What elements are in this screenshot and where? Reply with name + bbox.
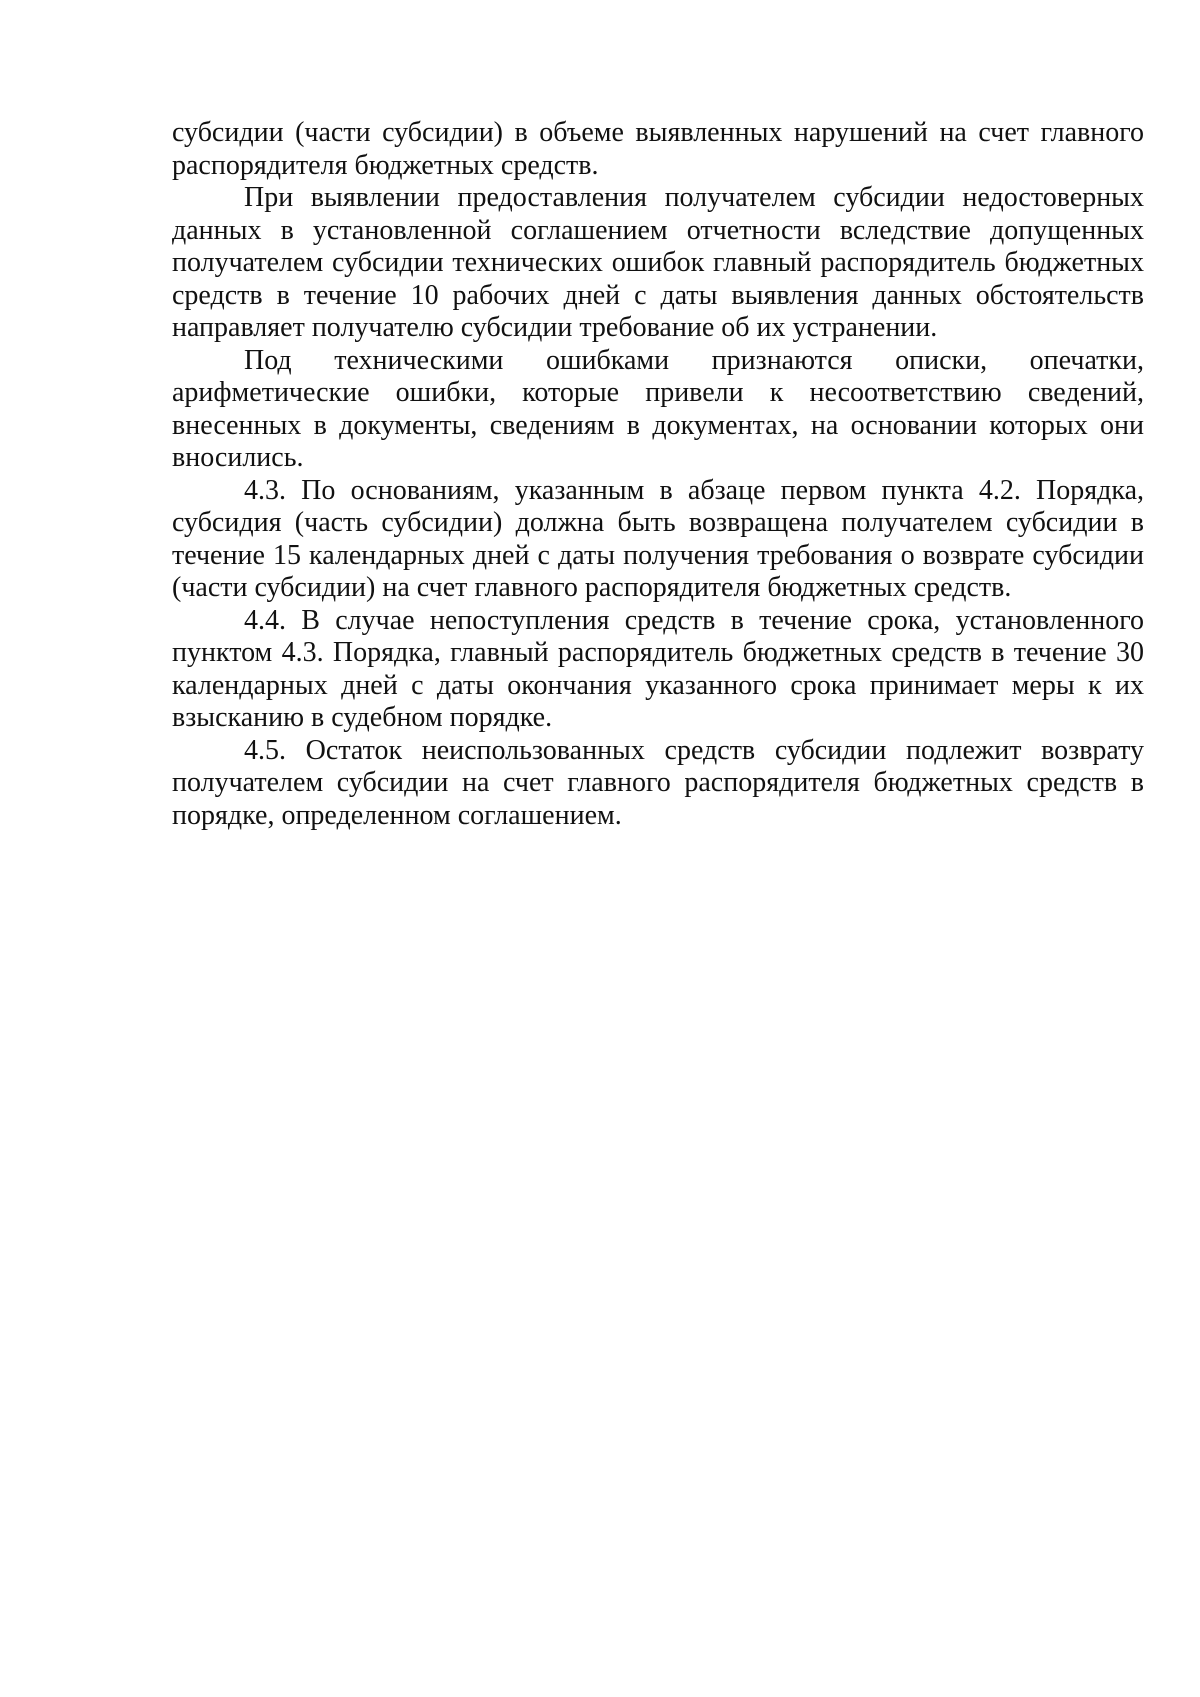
document-page [172, 117, 1144, 832]
paragraph-clause-4-5: 4.5. Остаток неиспользованных средств субсидии подлежит возврату получателем субсидии на счет главного распорядителя бюджетных средств в порядке, определенном соглашением. [172, 734, 1144, 831]
paragraph-unreliable-data: При выявлении предоставления получателем субсидии недостоверных данных в установленной соглашением отчетности вследствие допущенных получателем субсидии технических ошибок главный распорядитель бюджетных средств в течение 10 рабочих дней с даты выявления данных обстоятельств направляет получателю субсидии требование об их устранении. [172, 182, 1144, 343]
paragraph-subsidy-return-continuation: субсидии (части субсидии) в объеме выявленных нарушений на счет главного распорядителя бюджетных средств. [172, 117, 1144, 181]
paragraph-clause-4-4: 4.4. В случае непоступления средств в течение срока, установленного пунктом 4.3. Порядка, главный распорядитель бюджетных средств в течение 30 календарных дней с даты окончания указанного срока принимает меры к их взысканию в судебном порядке. [172, 604, 1144, 733]
paragraph-technical-errors-definition: Под техническими ошибками признаются описки, опечатки, арифметические ошибки, которые привели к несоответствию сведений, внесенных в документы, сведениям в документах, на основании которых они вносились. [172, 344, 1144, 473]
paragraph-clause-4-3: 4.3. По основаниям, указанным в абзаце первом пункта 4.2. Порядка, субсидия (часть субсидии) должна быть возвращена получателем субсидии в течение 15 календарных дней с даты получения требования о возврате субсидии (части субсидии) на счет главного распорядителя бюджетных средств. [172, 474, 1144, 603]
